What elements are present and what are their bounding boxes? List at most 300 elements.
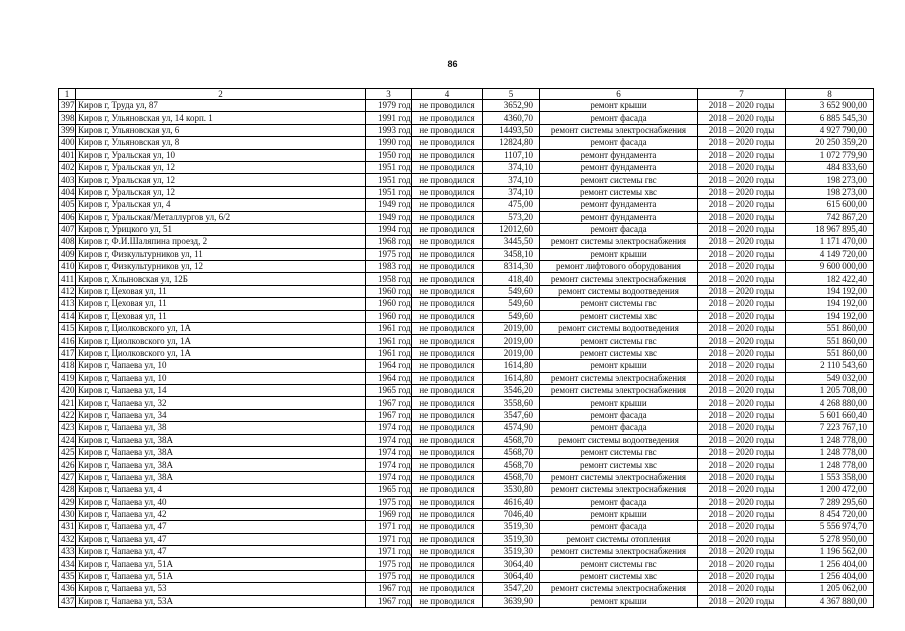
area-cell: 3530,80 bbox=[483, 484, 540, 496]
row-number-cell: 407 bbox=[59, 223, 76, 235]
row-number-cell: 435 bbox=[59, 570, 76, 582]
column-header-5: 5 bbox=[483, 89, 540, 100]
table-row bbox=[59, 285, 874, 297]
work-type-cell: ремонт фасада bbox=[540, 422, 698, 434]
table-row bbox=[59, 199, 874, 211]
address-cell: Киров г, Ульяновская ул, 6 bbox=[76, 124, 366, 136]
area-cell: 3064,40 bbox=[483, 570, 540, 582]
area-cell: 4360,70 bbox=[483, 112, 540, 124]
survey-status-cell: не проводился bbox=[412, 496, 483, 508]
period-cell: 2018 – 2020 годы bbox=[698, 533, 786, 545]
column-header-4: 4 bbox=[412, 89, 483, 100]
address-cell: Киров г, Урицкого ул, 51 bbox=[76, 223, 366, 235]
row-number-cell: 414 bbox=[59, 310, 76, 322]
row-number-cell: 425 bbox=[59, 446, 76, 458]
table-row bbox=[59, 100, 874, 112]
table-row bbox=[59, 347, 874, 359]
work-type-cell: ремонт крыши bbox=[540, 508, 698, 520]
commission-year-cell: 1974 год bbox=[366, 459, 412, 471]
survey-status-cell: не проводился bbox=[412, 199, 483, 211]
column-header-7: 7 bbox=[698, 89, 786, 100]
address-cell: Киров г, Ульяновская ул, 8 bbox=[76, 137, 366, 149]
period-cell: 2018 – 2020 годы bbox=[698, 347, 786, 359]
address-cell: Киров г, Чапаева ул, 53А bbox=[76, 595, 366, 607]
survey-status-cell: не проводился bbox=[412, 323, 483, 335]
address-cell: Киров г, Чапаева ул, 38А bbox=[76, 434, 366, 446]
address-cell: Киров г, Чапаева ул, 51А bbox=[76, 570, 366, 582]
work-type-cell: ремонт системы электроснабжения bbox=[540, 273, 698, 285]
row-number-cell: 405 bbox=[59, 199, 76, 211]
table-body bbox=[59, 89, 874, 608]
row-number-cell: 427 bbox=[59, 471, 76, 483]
cost-cell: 1 256 404,00 bbox=[786, 558, 874, 570]
area-cell: 3547,60 bbox=[483, 409, 540, 421]
survey-status-cell: не проводился bbox=[412, 583, 483, 595]
survey-status-cell: не проводился bbox=[412, 186, 483, 198]
commission-year-cell: 1990 год bbox=[366, 137, 412, 149]
commission-year-cell: 1975 год bbox=[366, 496, 412, 508]
period-cell: 2018 – 2020 годы bbox=[698, 422, 786, 434]
work-type-cell: ремонт фундамента bbox=[540, 199, 698, 211]
commission-year-cell: 1961 год bbox=[366, 323, 412, 335]
period-cell: 2018 – 2020 годы bbox=[698, 186, 786, 198]
area-cell: 549,60 bbox=[483, 310, 540, 322]
area-cell: 14493,50 bbox=[483, 124, 540, 136]
work-type-cell: ремонт системы гвс bbox=[540, 446, 698, 458]
period-cell: 2018 – 2020 годы bbox=[698, 273, 786, 285]
area-cell: 3547,20 bbox=[483, 583, 540, 595]
table-row bbox=[59, 484, 874, 496]
area-cell: 1107,10 bbox=[483, 149, 540, 161]
work-type-cell: ремонт системы водоотведения bbox=[540, 285, 698, 297]
period-cell: 2018 – 2020 годы bbox=[698, 137, 786, 149]
survey-status-cell: не проводился bbox=[412, 471, 483, 483]
commission-year-cell: 1960 год bbox=[366, 298, 412, 310]
cost-cell: 2 110 543,60 bbox=[786, 360, 874, 372]
table-row bbox=[59, 223, 874, 235]
table-row bbox=[59, 533, 874, 545]
cost-cell: 198 273,00 bbox=[786, 186, 874, 198]
survey-status-cell: не проводился bbox=[412, 124, 483, 136]
column-header-1: 1 bbox=[59, 89, 76, 100]
commission-year-cell: 1967 год bbox=[366, 409, 412, 421]
work-type-cell: ремонт фасада bbox=[540, 409, 698, 421]
row-number-cell: 413 bbox=[59, 298, 76, 310]
work-type-cell: ремонт фасада bbox=[540, 521, 698, 533]
work-type-cell: ремонт системы хвс bbox=[540, 459, 698, 471]
table-row bbox=[59, 459, 874, 471]
survey-status-cell: не проводился bbox=[412, 570, 483, 582]
table-row bbox=[59, 372, 874, 384]
cost-cell: 1 553 358,00 bbox=[786, 471, 874, 483]
period-cell: 2018 – 2020 годы bbox=[698, 459, 786, 471]
period-cell: 2018 – 2020 годы bbox=[698, 248, 786, 260]
table-row bbox=[59, 570, 874, 582]
work-type-cell: ремонт системы электроснабжения bbox=[540, 583, 698, 595]
table-row bbox=[59, 508, 874, 520]
address-cell: Киров г, Чапаева ул, 32 bbox=[76, 397, 366, 409]
cost-cell: 4 268 880,00 bbox=[786, 397, 874, 409]
commission-year-cell: 1974 год bbox=[366, 422, 412, 434]
table-row bbox=[59, 335, 874, 347]
table-row bbox=[59, 360, 874, 372]
address-cell: Киров г, Чапаева ул, 10 bbox=[76, 372, 366, 384]
cost-cell: 4 367 880,00 bbox=[786, 595, 874, 607]
work-type-cell: ремонт системы хвс bbox=[540, 186, 698, 198]
page-number: 86 bbox=[447, 59, 458, 69]
cost-cell: 1 205 708,00 bbox=[786, 384, 874, 396]
address-cell: Киров г, Чапаева ул, 4 bbox=[76, 484, 366, 496]
address-cell: Киров г, Чапаева ул, 38А bbox=[76, 471, 366, 483]
address-cell: Киров г, Чапаева ул, 47 bbox=[76, 533, 366, 545]
cost-cell: 7 223 767,10 bbox=[786, 422, 874, 434]
commission-year-cell: 1967 год bbox=[366, 595, 412, 607]
table-row bbox=[59, 161, 874, 173]
work-type-cell: ремонт системы гвс bbox=[540, 174, 698, 186]
cost-cell: 7 289 295,60 bbox=[786, 496, 874, 508]
period-cell: 2018 – 2020 годы bbox=[698, 484, 786, 496]
row-number-cell: 410 bbox=[59, 261, 76, 273]
cost-cell: 198 273,00 bbox=[786, 174, 874, 186]
work-type-cell: ремонт системы хвс bbox=[540, 570, 698, 582]
area-cell: 2019,00 bbox=[483, 335, 540, 347]
cost-cell: 5 556 974,70 bbox=[786, 521, 874, 533]
row-number-cell: 430 bbox=[59, 508, 76, 520]
period-cell: 2018 – 2020 годы bbox=[698, 100, 786, 112]
area-cell: 4574,90 bbox=[483, 422, 540, 434]
repair-registry-table bbox=[58, 88, 874, 608]
column-header-3: 3 bbox=[366, 89, 412, 100]
period-cell: 2018 – 2020 годы bbox=[698, 508, 786, 520]
row-number-cell: 418 bbox=[59, 360, 76, 372]
table-row bbox=[59, 471, 874, 483]
row-number-cell: 423 bbox=[59, 422, 76, 434]
cost-cell: 1 200 472,00 bbox=[786, 484, 874, 496]
period-cell: 2018 – 2020 годы bbox=[698, 409, 786, 421]
commission-year-cell: 1961 год bbox=[366, 335, 412, 347]
cost-cell: 1 248 778,00 bbox=[786, 459, 874, 471]
row-number-cell: 403 bbox=[59, 174, 76, 186]
cost-cell: 549 032,00 bbox=[786, 372, 874, 384]
survey-status-cell: не проводился bbox=[412, 261, 483, 273]
area-cell: 374,10 bbox=[483, 174, 540, 186]
work-type-cell: ремонт системы гвс bbox=[540, 558, 698, 570]
period-cell: 2018 – 2020 годы bbox=[698, 261, 786, 273]
table-row bbox=[59, 583, 874, 595]
cost-cell: 1 171 470,00 bbox=[786, 236, 874, 248]
commission-year-cell: 1971 год bbox=[366, 546, 412, 558]
cost-cell: 5 601 660,40 bbox=[786, 409, 874, 421]
table-header-row bbox=[59, 89, 874, 100]
survey-status-cell: не проводился bbox=[412, 248, 483, 260]
address-cell: Киров г, Чапаева ул, 10 bbox=[76, 360, 366, 372]
cost-cell: 4 927 790,00 bbox=[786, 124, 874, 136]
work-type-cell: ремонт фасада bbox=[540, 223, 698, 235]
commission-year-cell: 1994 год bbox=[366, 223, 412, 235]
cost-cell: 1 205 062,00 bbox=[786, 583, 874, 595]
commission-year-cell: 1983 год bbox=[366, 261, 412, 273]
work-type-cell: ремонт системы хвс bbox=[540, 310, 698, 322]
address-cell: Киров г, Чапаева ул, 47 bbox=[76, 546, 366, 558]
survey-status-cell: не проводился bbox=[412, 211, 483, 223]
survey-status-cell: не проводился bbox=[412, 298, 483, 310]
period-cell: 2018 – 2020 годы bbox=[698, 112, 786, 124]
cost-cell: 4 149 720,00 bbox=[786, 248, 874, 260]
commission-year-cell: 1965 год bbox=[366, 384, 412, 396]
area-cell: 7046,40 bbox=[483, 508, 540, 520]
row-number-cell: 428 bbox=[59, 484, 76, 496]
area-cell: 4568,70 bbox=[483, 471, 540, 483]
period-cell: 2018 – 2020 годы bbox=[698, 161, 786, 173]
cost-cell: 551 860,00 bbox=[786, 335, 874, 347]
table-row bbox=[59, 149, 874, 161]
commission-year-cell: 1971 год bbox=[366, 533, 412, 545]
address-cell: Киров г, Чапаева ул, 14 bbox=[76, 384, 366, 396]
row-number-cell: 408 bbox=[59, 236, 76, 248]
row-number-cell: 406 bbox=[59, 211, 76, 223]
work-type-cell: ремонт крыши bbox=[540, 100, 698, 112]
survey-status-cell: не проводился bbox=[412, 521, 483, 533]
table-row bbox=[59, 174, 874, 186]
survey-status-cell: не проводился bbox=[412, 347, 483, 359]
commission-year-cell: 1961 год bbox=[366, 347, 412, 359]
table-row bbox=[59, 236, 874, 248]
address-cell: Киров г, Чапаева ул, 42 bbox=[76, 508, 366, 520]
row-number-cell: 411 bbox=[59, 273, 76, 285]
period-cell: 2018 – 2020 годы bbox=[698, 335, 786, 347]
period-cell: 2018 – 2020 годы bbox=[698, 558, 786, 570]
area-cell: 549,60 bbox=[483, 298, 540, 310]
period-cell: 2018 – 2020 годы bbox=[698, 236, 786, 248]
area-cell: 3519,30 bbox=[483, 546, 540, 558]
work-type-cell: ремонт крыши bbox=[540, 248, 698, 260]
cost-cell: 6 885 545,30 bbox=[786, 112, 874, 124]
period-cell: 2018 – 2020 годы bbox=[698, 285, 786, 297]
address-cell: Киров г, Физкультурников ул, 11 bbox=[76, 248, 366, 260]
cost-cell: 742 867,20 bbox=[786, 211, 874, 223]
work-type-cell: ремонт фундамента bbox=[540, 161, 698, 173]
period-cell: 2018 – 2020 годы bbox=[698, 124, 786, 136]
survey-status-cell: не проводился bbox=[412, 223, 483, 235]
commission-year-cell: 1993 год bbox=[366, 124, 412, 136]
table-row bbox=[59, 323, 874, 335]
area-cell: 3519,30 bbox=[483, 533, 540, 545]
work-type-cell: ремонт системы водоотведения bbox=[540, 323, 698, 335]
period-cell: 2018 – 2020 годы bbox=[698, 310, 786, 322]
commission-year-cell: 1960 год bbox=[366, 285, 412, 297]
survey-status-cell: не проводился bbox=[412, 384, 483, 396]
address-cell: Киров г, Цеховая ул, 11 bbox=[76, 298, 366, 310]
survey-status-cell: не проводился bbox=[412, 446, 483, 458]
address-cell: Киров г, Физкультурников ул, 12 bbox=[76, 261, 366, 273]
area-cell: 475,00 bbox=[483, 199, 540, 211]
cost-cell: 1 248 778,00 bbox=[786, 446, 874, 458]
cost-cell: 3 652 900,00 bbox=[786, 100, 874, 112]
address-cell: Киров г, Чапаева ул, 53 bbox=[76, 583, 366, 595]
table-row bbox=[59, 137, 874, 149]
area-cell: 8314,30 bbox=[483, 261, 540, 273]
table-row bbox=[59, 595, 874, 607]
area-cell: 12012,60 bbox=[483, 223, 540, 235]
table-row bbox=[59, 211, 874, 223]
address-cell: Киров г, Уральская ул, 4 bbox=[76, 199, 366, 211]
survey-status-cell: не проводился bbox=[412, 409, 483, 421]
column-header-6: 6 bbox=[540, 89, 698, 100]
table-row bbox=[59, 124, 874, 136]
survey-status-cell: не проводился bbox=[412, 508, 483, 520]
area-cell: 4568,70 bbox=[483, 459, 540, 471]
row-number-cell: 416 bbox=[59, 335, 76, 347]
work-type-cell: ремонт фасада bbox=[540, 496, 698, 508]
row-number-cell: 436 bbox=[59, 583, 76, 595]
row-number-cell: 420 bbox=[59, 384, 76, 396]
cost-cell: 182 422,40 bbox=[786, 273, 874, 285]
row-number-cell: 419 bbox=[59, 372, 76, 384]
row-number-cell: 437 bbox=[59, 595, 76, 607]
area-cell: 3445,50 bbox=[483, 236, 540, 248]
row-number-cell: 399 bbox=[59, 124, 76, 136]
survey-status-cell: не проводился bbox=[412, 285, 483, 297]
address-cell: Киров г, Чапаева ул, 34 bbox=[76, 409, 366, 421]
commission-year-cell: 1971 год bbox=[366, 521, 412, 533]
row-number-cell: 412 bbox=[59, 285, 76, 297]
cost-cell: 1 072 779,90 bbox=[786, 149, 874, 161]
row-number-cell: 426 bbox=[59, 459, 76, 471]
address-cell: Киров г, Чапаева ул, 47 bbox=[76, 521, 366, 533]
work-type-cell: ремонт системы электроснабжения bbox=[540, 484, 698, 496]
address-cell: Киров г, Труда ул, 87 bbox=[76, 100, 366, 112]
area-cell: 418,40 bbox=[483, 273, 540, 285]
commission-year-cell: 1951 год bbox=[366, 161, 412, 173]
survey-status-cell: не проводился bbox=[412, 558, 483, 570]
work-type-cell: ремонт системы водоотведения bbox=[540, 434, 698, 446]
commission-year-cell: 1991 год bbox=[366, 112, 412, 124]
row-number-cell: 409 bbox=[59, 248, 76, 260]
survey-status-cell: не проводился bbox=[412, 397, 483, 409]
table-row bbox=[59, 521, 874, 533]
survey-status-cell: не проводился bbox=[412, 236, 483, 248]
survey-status-cell: не проводился bbox=[412, 459, 483, 471]
cost-cell: 18 967 895,40 bbox=[786, 223, 874, 235]
period-cell: 2018 – 2020 годы bbox=[698, 583, 786, 595]
work-type-cell: ремонт крыши bbox=[540, 595, 698, 607]
area-cell: 3519,30 bbox=[483, 521, 540, 533]
row-number-cell: 402 bbox=[59, 161, 76, 173]
cost-cell: 20 250 359,20 bbox=[786, 137, 874, 149]
cost-cell: 194 192,00 bbox=[786, 310, 874, 322]
work-type-cell: ремонт системы электроснабжения bbox=[540, 372, 698, 384]
table-row bbox=[59, 397, 874, 409]
area-cell: 1614,80 bbox=[483, 360, 540, 372]
period-cell: 2018 – 2020 годы bbox=[698, 595, 786, 607]
area-cell: 3558,60 bbox=[483, 397, 540, 409]
column-header-8: 8 bbox=[786, 89, 874, 100]
commission-year-cell: 1975 год bbox=[366, 558, 412, 570]
area-cell: 3652,90 bbox=[483, 100, 540, 112]
address-cell: Киров г, Уральская ул, 12 bbox=[76, 186, 366, 198]
period-cell: 2018 – 2020 годы bbox=[698, 546, 786, 558]
survey-status-cell: не проводился bbox=[412, 595, 483, 607]
area-cell: 3639,90 bbox=[483, 595, 540, 607]
table-row bbox=[59, 409, 874, 421]
table-row bbox=[59, 384, 874, 396]
row-number-cell: 429 bbox=[59, 496, 76, 508]
survey-status-cell: не проводился bbox=[412, 546, 483, 558]
period-cell: 2018 – 2020 годы bbox=[698, 570, 786, 582]
area-cell: 1614,80 bbox=[483, 372, 540, 384]
survey-status-cell: не проводился bbox=[412, 335, 483, 347]
address-cell: Киров г, Уральская/Металлургов ул, 6/2 bbox=[76, 211, 366, 223]
row-number-cell: 417 bbox=[59, 347, 76, 359]
row-number-cell: 431 bbox=[59, 521, 76, 533]
survey-status-cell: не проводился bbox=[412, 310, 483, 322]
table-row bbox=[59, 422, 874, 434]
cost-cell: 484 833,60 bbox=[786, 161, 874, 173]
address-cell: Киров г, Цеховая ул, 11 bbox=[76, 310, 366, 322]
work-type-cell: ремонт системы электроснабжения bbox=[540, 384, 698, 396]
area-cell: 3546,20 bbox=[483, 384, 540, 396]
work-type-cell: ремонт системы отопления bbox=[540, 533, 698, 545]
row-number-cell: 397 bbox=[59, 100, 76, 112]
area-cell: 549,60 bbox=[483, 285, 540, 297]
row-number-cell: 401 bbox=[59, 149, 76, 161]
commission-year-cell: 1964 год bbox=[366, 372, 412, 384]
cost-cell: 194 192,00 bbox=[786, 285, 874, 297]
table-row bbox=[59, 546, 874, 558]
commission-year-cell: 1949 год bbox=[366, 199, 412, 211]
table-row bbox=[59, 248, 874, 260]
period-cell: 2018 – 2020 годы bbox=[698, 397, 786, 409]
column-header-2: 2 bbox=[76, 89, 366, 100]
row-number-cell: 434 bbox=[59, 558, 76, 570]
survey-status-cell: не проводился bbox=[412, 100, 483, 112]
table-row bbox=[59, 112, 874, 124]
period-cell: 2018 – 2020 годы bbox=[698, 149, 786, 161]
survey-status-cell: не проводился bbox=[412, 137, 483, 149]
table-row bbox=[59, 186, 874, 198]
address-cell: Киров г, Ульяновская ул, 14 корп. 1 bbox=[76, 112, 366, 124]
row-number-cell: 432 bbox=[59, 533, 76, 545]
work-type-cell: ремонт системы электроснабжения bbox=[540, 236, 698, 248]
period-cell: 2018 – 2020 годы bbox=[698, 496, 786, 508]
cost-cell: 194 192,00 bbox=[786, 298, 874, 310]
work-type-cell: ремонт системы гвс bbox=[540, 298, 698, 310]
period-cell: 2018 – 2020 годы bbox=[698, 211, 786, 223]
area-cell: 573,20 bbox=[483, 211, 540, 223]
table-row bbox=[59, 273, 874, 285]
area-cell: 374,10 bbox=[483, 186, 540, 198]
commission-year-cell: 1951 год bbox=[366, 174, 412, 186]
commission-year-cell: 1949 год bbox=[366, 211, 412, 223]
work-type-cell: ремонт фундамента bbox=[540, 149, 698, 161]
commission-year-cell: 1965 год bbox=[366, 484, 412, 496]
address-cell: Киров г, Чапаева ул, 40 bbox=[76, 496, 366, 508]
survey-status-cell: не проводился bbox=[412, 422, 483, 434]
survey-status-cell: не проводился bbox=[412, 174, 483, 186]
table-row bbox=[59, 261, 874, 273]
cost-cell: 1 256 404,00 bbox=[786, 570, 874, 582]
period-cell: 2018 – 2020 годы bbox=[698, 360, 786, 372]
period-cell: 2018 – 2020 годы bbox=[698, 446, 786, 458]
period-cell: 2018 – 2020 годы bbox=[698, 174, 786, 186]
address-cell: Киров г, Ф.И.Шаляпина проезд, 2 bbox=[76, 236, 366, 248]
work-type-cell: ремонт фундамента bbox=[540, 211, 698, 223]
cost-cell: 1 196 562,00 bbox=[786, 546, 874, 558]
work-type-cell: ремонт системы электроснабжения bbox=[540, 471, 698, 483]
survey-status-cell: не проводился bbox=[412, 484, 483, 496]
table-row bbox=[59, 298, 874, 310]
address-cell: Киров г, Хлыновская ул, 12Б bbox=[76, 273, 366, 285]
